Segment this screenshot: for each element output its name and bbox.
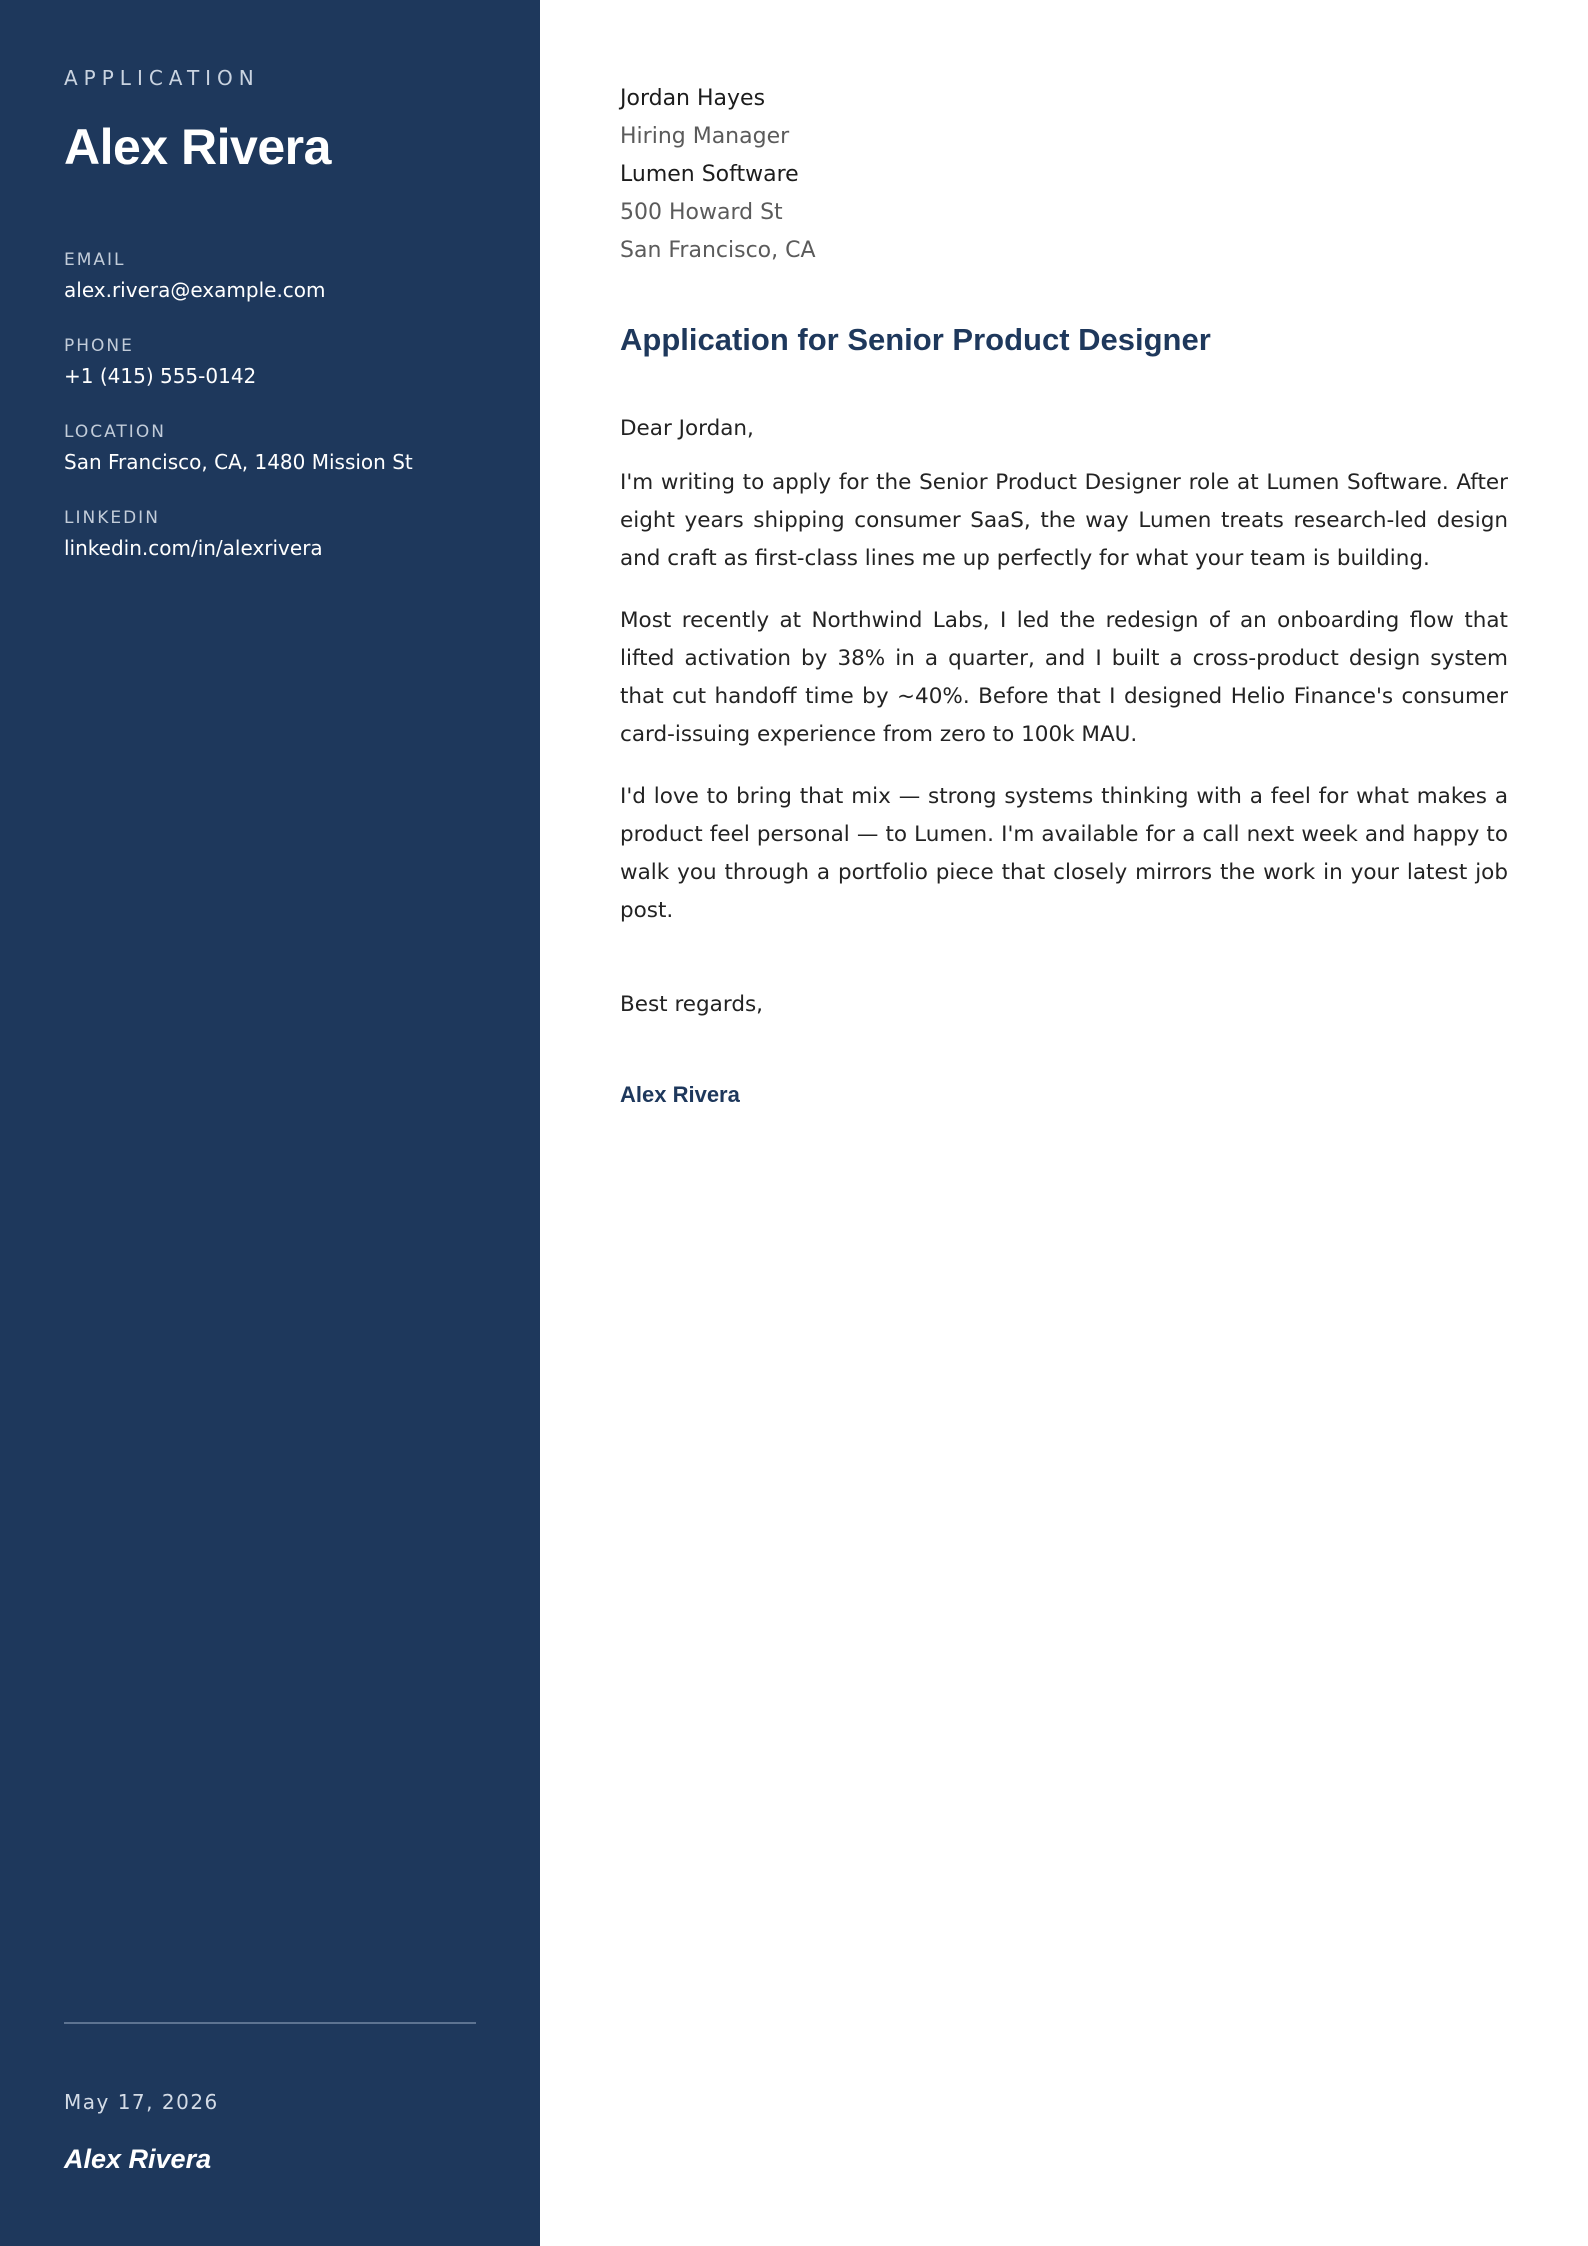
contact-label: PHONE	[64, 336, 134, 356]
linkedin-value: linkedin.com/in/alexrivera	[64, 536, 323, 560]
closing: Best regards,	[620, 992, 764, 1017]
email-value: alex.rivera@example.com	[64, 278, 326, 302]
recipient-title: Hiring Manager	[620, 124, 790, 149]
letter-body	[620, 410, 1508, 954]
phone-value: +1 (415) 555-0142	[64, 364, 257, 388]
recipient-name: Jordan Hayes	[620, 86, 766, 111]
sidebar-signature: Alex Rivera	[64, 2144, 212, 2174]
body-paragraph: Most recently at Northwind Labs, I led the redesign of an onboarding flow that lifted activation by 38% in a quarter, and I built a cross-product design system that cut handoff time by ~40%. Before that I designed Helio Finance's consumer card-issuing experience from zero to 100k MAU.	[620, 608, 1508, 747]
letter-date: May 17, 2026	[64, 2090, 219, 2114]
sender-name: Alex Rivera	[64, 119, 331, 175]
signature: Alex Rivera	[620, 1082, 740, 1107]
letter-main	[540, 0, 1588, 2246]
body-paragraph: I'm writing to apply for the Senior Product Designer role at Lumen Software. After eight years shipping consumer SaaS, the way Lumen treats research-led design and craft as first-class lines me up perfectly for what your team is building.	[620, 470, 1508, 571]
contact-location	[64, 422, 484, 508]
contact-list	[64, 250, 484, 594]
recipient-block	[620, 80, 816, 270]
salutation: Dear Jordan,	[620, 416, 754, 441]
contact-label: LOCATION	[64, 422, 166, 442]
sidebar	[0, 0, 540, 2246]
recipient-city: San Francisco, CA	[620, 238, 816, 263]
contact-phone	[64, 336, 484, 422]
recipient-street: 500 Howard St	[620, 200, 783, 225]
contact-email	[64, 250, 484, 336]
location-value: San Francisco, CA, 1480 Mission St	[64, 450, 413, 474]
document-type-label: APPLICATION	[64, 66, 260, 90]
letter-subject: Application for Senior Product Designer	[620, 322, 1211, 357]
contact-label: LINKEDIN	[64, 508, 160, 528]
recipient-company: Lumen Software	[620, 162, 799, 187]
contact-linkedin	[64, 508, 484, 594]
sidebar-divider	[64, 2022, 476, 2024]
contact-label: EMAIL	[64, 250, 126, 270]
body-paragraph: I'd love to bring that mix — strong systems thinking with a feel for what makes a product feel personal — to Lumen. I'm available for a call next week and happy to walk you through a portfolio piece that closely mirrors the work in your latest job post.	[620, 784, 1508, 923]
